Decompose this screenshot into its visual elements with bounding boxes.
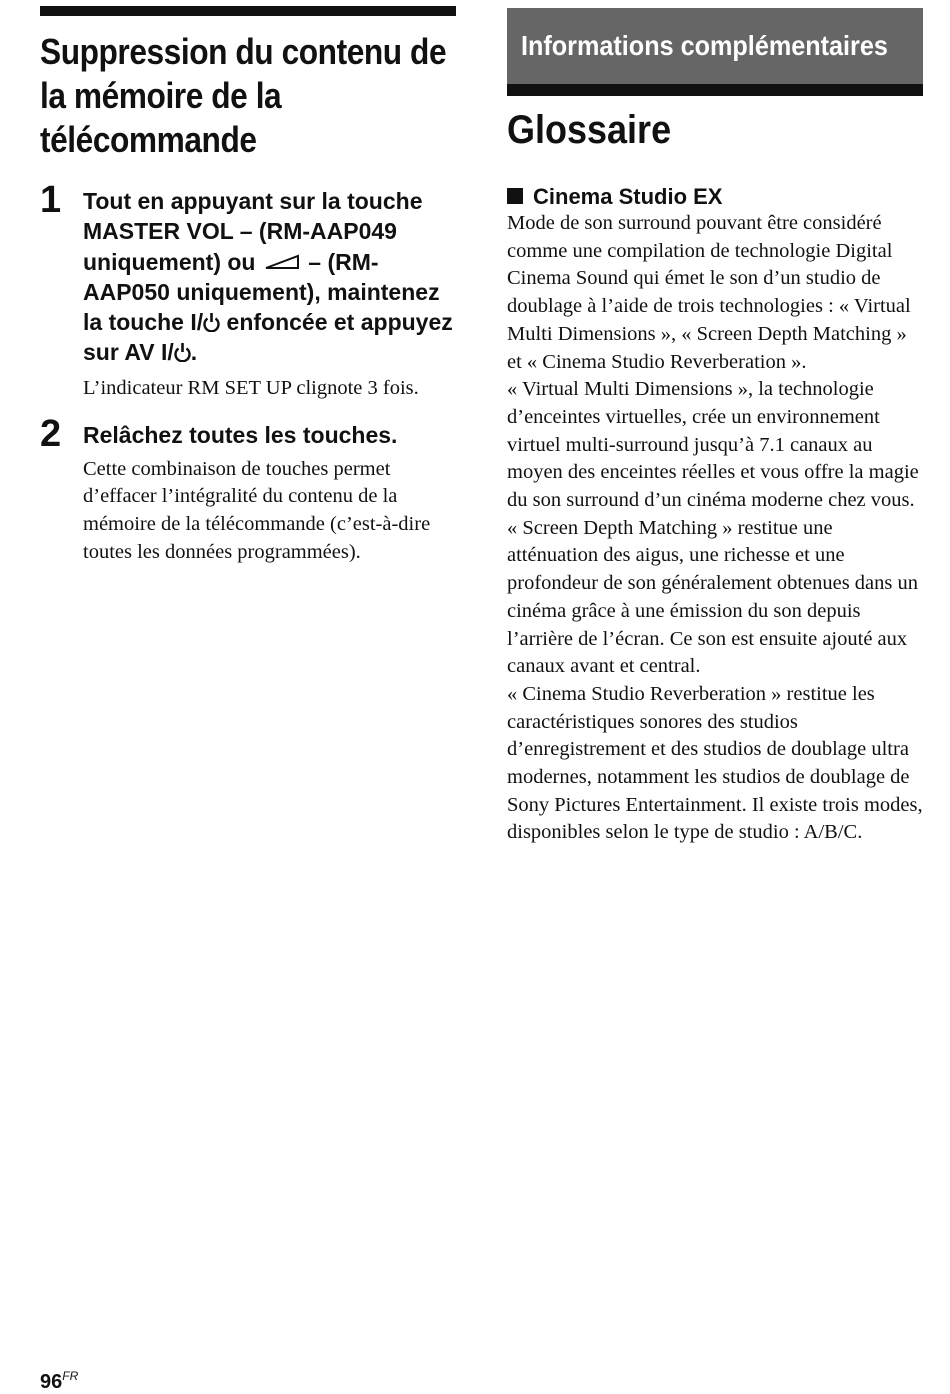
step-number: 2 — [40, 413, 62, 456]
power-icon — [203, 312, 220, 332]
glossary-paragraph: Mode de son surround pouvant être considéré comme une compilation de technologie Digital Cinema Sound qui émet le son d’un studio de doublage à l’aide de trois technologies : « Virtual Multi Dimensions », « Screen Depth Matching » et « Cinema Studio Reverberation ». — [507, 212, 911, 373]
step-heading — [83, 186, 456, 368]
right-column — [507, 8, 923, 847]
page-footer — [40, 1364, 78, 1394]
left-column — [40, 6, 456, 567]
chapter-banner — [507, 8, 923, 96]
chapter-banner-label: Informations complémentaires — [521, 30, 888, 61]
glossary-entry-term: Cinema Studio EX — [533, 184, 723, 209]
page-number: 96 — [40, 1371, 63, 1393]
section-rule — [40, 6, 456, 16]
glossary-paragraph: « Cinema Studio Reverberation » restitue les caractéristiques sonores des studios d’enregistrement et des studios de doublage ultra modernes, notamment les studios de doublage de Sony Pictures Entertainment. Il existe trois modes, disponibles selon le type de studio : A/B/C. — [507, 682, 923, 844]
glossary-title: Glossaire — [507, 108, 672, 152]
section-title: Suppression du contenu de la mémoire de la télécommande — [40, 31, 447, 160]
glossary-paragraph: « Screen Depth Matching » restitue une atténuation des aigus, une richesse et une profondeur de son généralement obtenues dans un cinéma grâce à une émission du son depuis l’arrière de l’écran. Ce son est ensuite ajouté aux canaux avant et central. — [507, 516, 919, 678]
step-1 — [40, 179, 456, 402]
square-bullet-icon — [507, 188, 523, 204]
glossary-entry-heading — [507, 184, 923, 210]
step-heading-part: – (RM-AAP050 uniquement), maintenez la touche I/ — [83, 248, 440, 336]
step-body: L’indicateur RM SET UP clignote 3 fois. — [83, 376, 419, 399]
step-body: Cette combinaison de touches permet d’effacer l’intégralité du contenu de la mémoire de la télécommande (c’est-à-dire toutes les données programmées). — [83, 457, 431, 563]
language-code: FR — [62, 1369, 79, 1383]
step-2 — [40, 413, 456, 566]
volume-triangle-icon — [264, 254, 300, 270]
step-heading-part: enfoncée et appuyez sur AV I/ — [83, 309, 453, 366]
step-heading-part: . — [190, 339, 198, 366]
glossary-entry-body — [507, 210, 923, 847]
step-heading-part: Tout en appuyant sur la touche MASTER VOL – (RM-AAP049 uniquement) ou — [83, 188, 423, 275]
glossary-paragraph: « Virtual Multi Dimensions », la technologie d’enceintes virtuelles, crée un environnement virtuel multi-surround jusqu’à 7.1 canaux au moyen des enceintes réelles et vous offre la magie du son surround d’un cinéma moderne chez vous. — [507, 378, 919, 512]
step-heading: Relâchez toutes les touches. — [83, 422, 398, 449]
step-number: 1 — [40, 179, 62, 221]
power-icon — [174, 342, 191, 362]
